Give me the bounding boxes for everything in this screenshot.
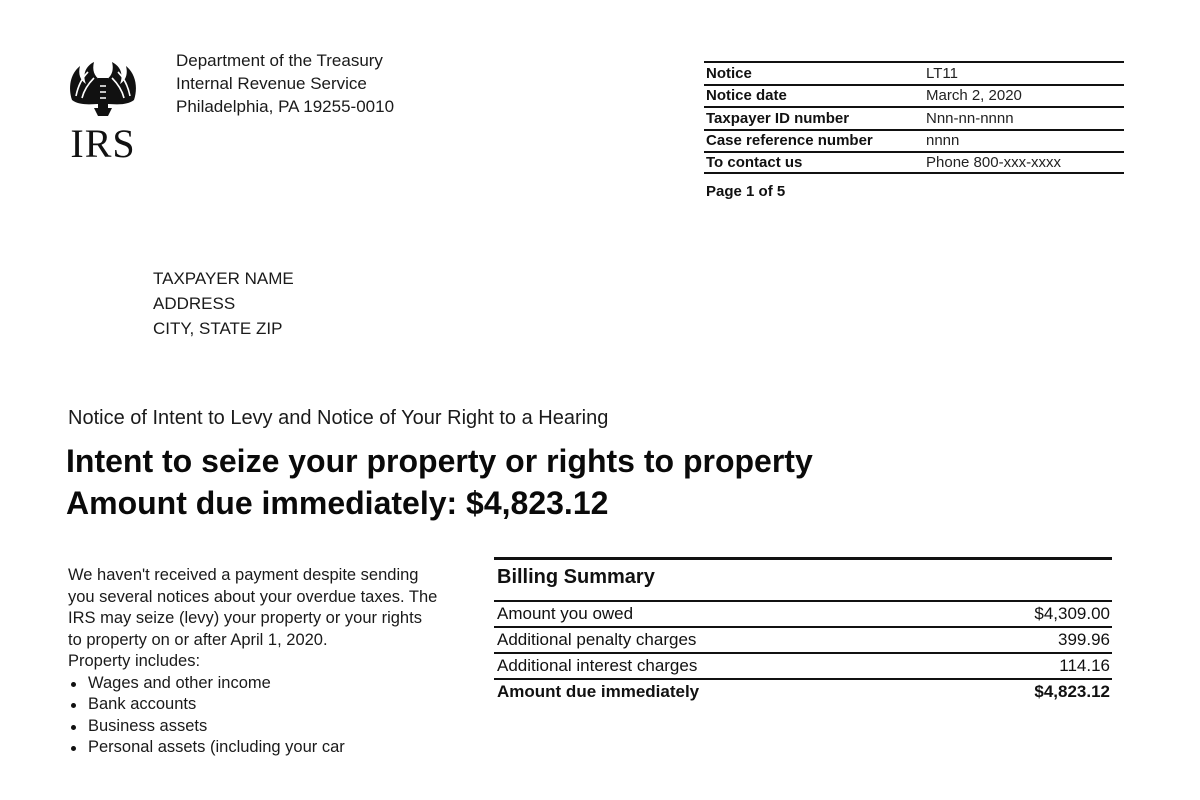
notice-date-label: Notice date [706, 87, 787, 105]
billing-label: Amount you owed [497, 604, 634, 623]
billing-row [494, 600, 1112, 626]
logo-wordmark: IRS [70, 121, 136, 166]
billing-summary-title: Billing Summary [497, 566, 655, 588]
list-item: Wages and other income [68, 673, 438, 695]
billing-row [494, 652, 1112, 678]
billing-amount: 399.96 [1058, 630, 1110, 649]
contact-value: Phone 800-xxx-xxxx [926, 153, 1062, 171]
contact-row [704, 151, 1124, 174]
billing-amount: $4,309.00 [1034, 604, 1110, 623]
billing-total-amount: $4,823.12 [1034, 682, 1110, 701]
agency-line: Department of the Treasury [176, 51, 383, 70]
billing-label: Additional interest charges [497, 656, 698, 675]
billing-total-label: Amount due immediately [497, 682, 700, 701]
irs-logo [64, 60, 142, 166]
notice-date-value: March 2, 2020 [926, 87, 1022, 105]
recipient-address [153, 266, 294, 341]
page-indicator: Page 1 of 5 [706, 183, 786, 200]
case-reference-label: Case reference number [706, 132, 873, 150]
billing-total-row [494, 678, 1112, 704]
recipient-street: ADDRESS [153, 294, 236, 313]
notice-row [704, 61, 1124, 84]
list-item: Personal assets (including your car [68, 737, 438, 759]
property-list [68, 673, 438, 759]
property-intro: Property includes: [68, 652, 201, 670]
agency-line: Philadelphia, PA 19255-0010 [176, 97, 395, 116]
taxpayer-id-row [704, 106, 1124, 129]
agency-line: Internal Revenue Service [176, 74, 367, 93]
notice-value: LT11 [926, 64, 958, 82]
eagle-emblem-icon [64, 60, 142, 118]
amount-due-headline: Amount due immediately: $4,823.12 [66, 485, 609, 521]
contact-label: To contact us [706, 153, 803, 171]
notice-body [68, 565, 438, 759]
billing-label: Additional penalty charges [497, 630, 697, 649]
notice-subtitle: Notice of Intent to Levy and Notice of Your Right to a Hearing [68, 407, 609, 429]
notice-info-table [704, 61, 1124, 174]
case-reference-row [704, 129, 1124, 152]
list-item: Bank accounts [68, 694, 438, 716]
recipient-name: TAXPAYER NAME [153, 269, 294, 288]
list-item: Business assets [68, 716, 438, 738]
body-paragraph: We haven't received a payment despite sending you several notices about your overdue taxes. The IRS may seize (levy) your property or your rights to property on or after April 1, 2020. [68, 566, 438, 649]
billing-row [494, 626, 1112, 652]
billing-amount: 114.16 [1059, 656, 1110, 675]
notice-headline [66, 440, 813, 524]
notice-label: Notice [706, 64, 752, 82]
taxpayer-id-value: Nnn-nn-nnnn [926, 109, 1014, 127]
case-reference-value: nnnn [926, 132, 960, 150]
notice-date-row [704, 84, 1124, 107]
billing-summary [494, 557, 1112, 704]
headline-line: Intent to seize your property or rights to property [66, 443, 813, 479]
agency-address [176, 49, 394, 118]
recipient-city: CITY, STATE ZIP [153, 319, 283, 338]
taxpayer-id-label: Taxpayer ID number [706, 109, 850, 127]
